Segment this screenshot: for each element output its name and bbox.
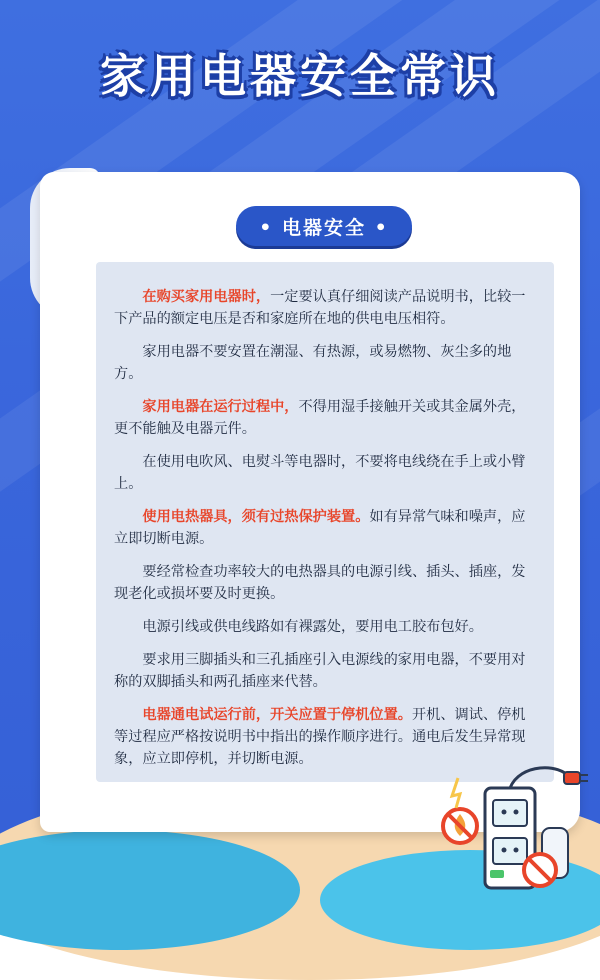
paragraph xyxy=(114,649,536,693)
paragraph-text: 开机、调试、停机等过程应严格按说明书中指出的操作顺序进行。通电后发生异常现象，应立即停机，并切断电源。 xyxy=(114,707,526,767)
paragraph-text: 不得用湿手接触开关或其金属外壳，更不能触及电器元件。 xyxy=(114,399,526,437)
paragraph-text: 如有异常气味和噪声，应立即切断电源。 xyxy=(114,509,526,547)
paragraph-text: 在使用电吹风、电熨斗等电器时，不要将电线绕在手上或小臂上。 xyxy=(114,454,526,492)
paragraph-highlight: 使用电热器具，须有过热保护装置。 xyxy=(142,509,370,525)
section-label: • 电器安全 • xyxy=(236,206,412,246)
paragraph xyxy=(114,341,536,385)
paragraph xyxy=(114,451,536,495)
electrical-safety-illustration xyxy=(430,758,590,898)
content-panel xyxy=(96,262,554,782)
paragraph xyxy=(114,286,536,330)
paragraph-text: 电源引线或供电线路如有裸露处，要用电工胶布包好。 xyxy=(142,619,483,635)
paragraph xyxy=(114,506,536,550)
paragraph-highlight: 家用电器在运行过程中， xyxy=(142,399,299,415)
paragraph-text: 要求用三脚插头和三孔插座引入电源线的家用电器，不要用对称的双脚插头和两孔插座来代替。 xyxy=(114,652,526,690)
paragraph xyxy=(114,396,536,440)
paragraph xyxy=(114,616,536,638)
paragraph-highlight: 在购买家用电器时， xyxy=(142,289,271,305)
paragraph-text: 家用电器不要安置在潮湿、有热源，或易燃物、灰尘多的地方。 xyxy=(114,344,512,382)
plug-icon xyxy=(564,772,588,784)
paragraph-highlight: 电器通电试运行前，开关应置于停机位置。 xyxy=(142,707,412,723)
paragraph-text: 一定要认真仔细阅读产品说明书，比较一下产品的额定电压是否和家庭所在地的供电电压相符。 xyxy=(114,289,526,327)
paragraph-text: 要经常检查功率较大的电热器具的电源引线、插头、插座，发现老化或损坏要及时更换。 xyxy=(114,564,526,602)
page-title: 家用电器安全常识 xyxy=(100,49,500,103)
paragraph xyxy=(114,561,536,605)
no-fire-icon xyxy=(443,778,477,843)
